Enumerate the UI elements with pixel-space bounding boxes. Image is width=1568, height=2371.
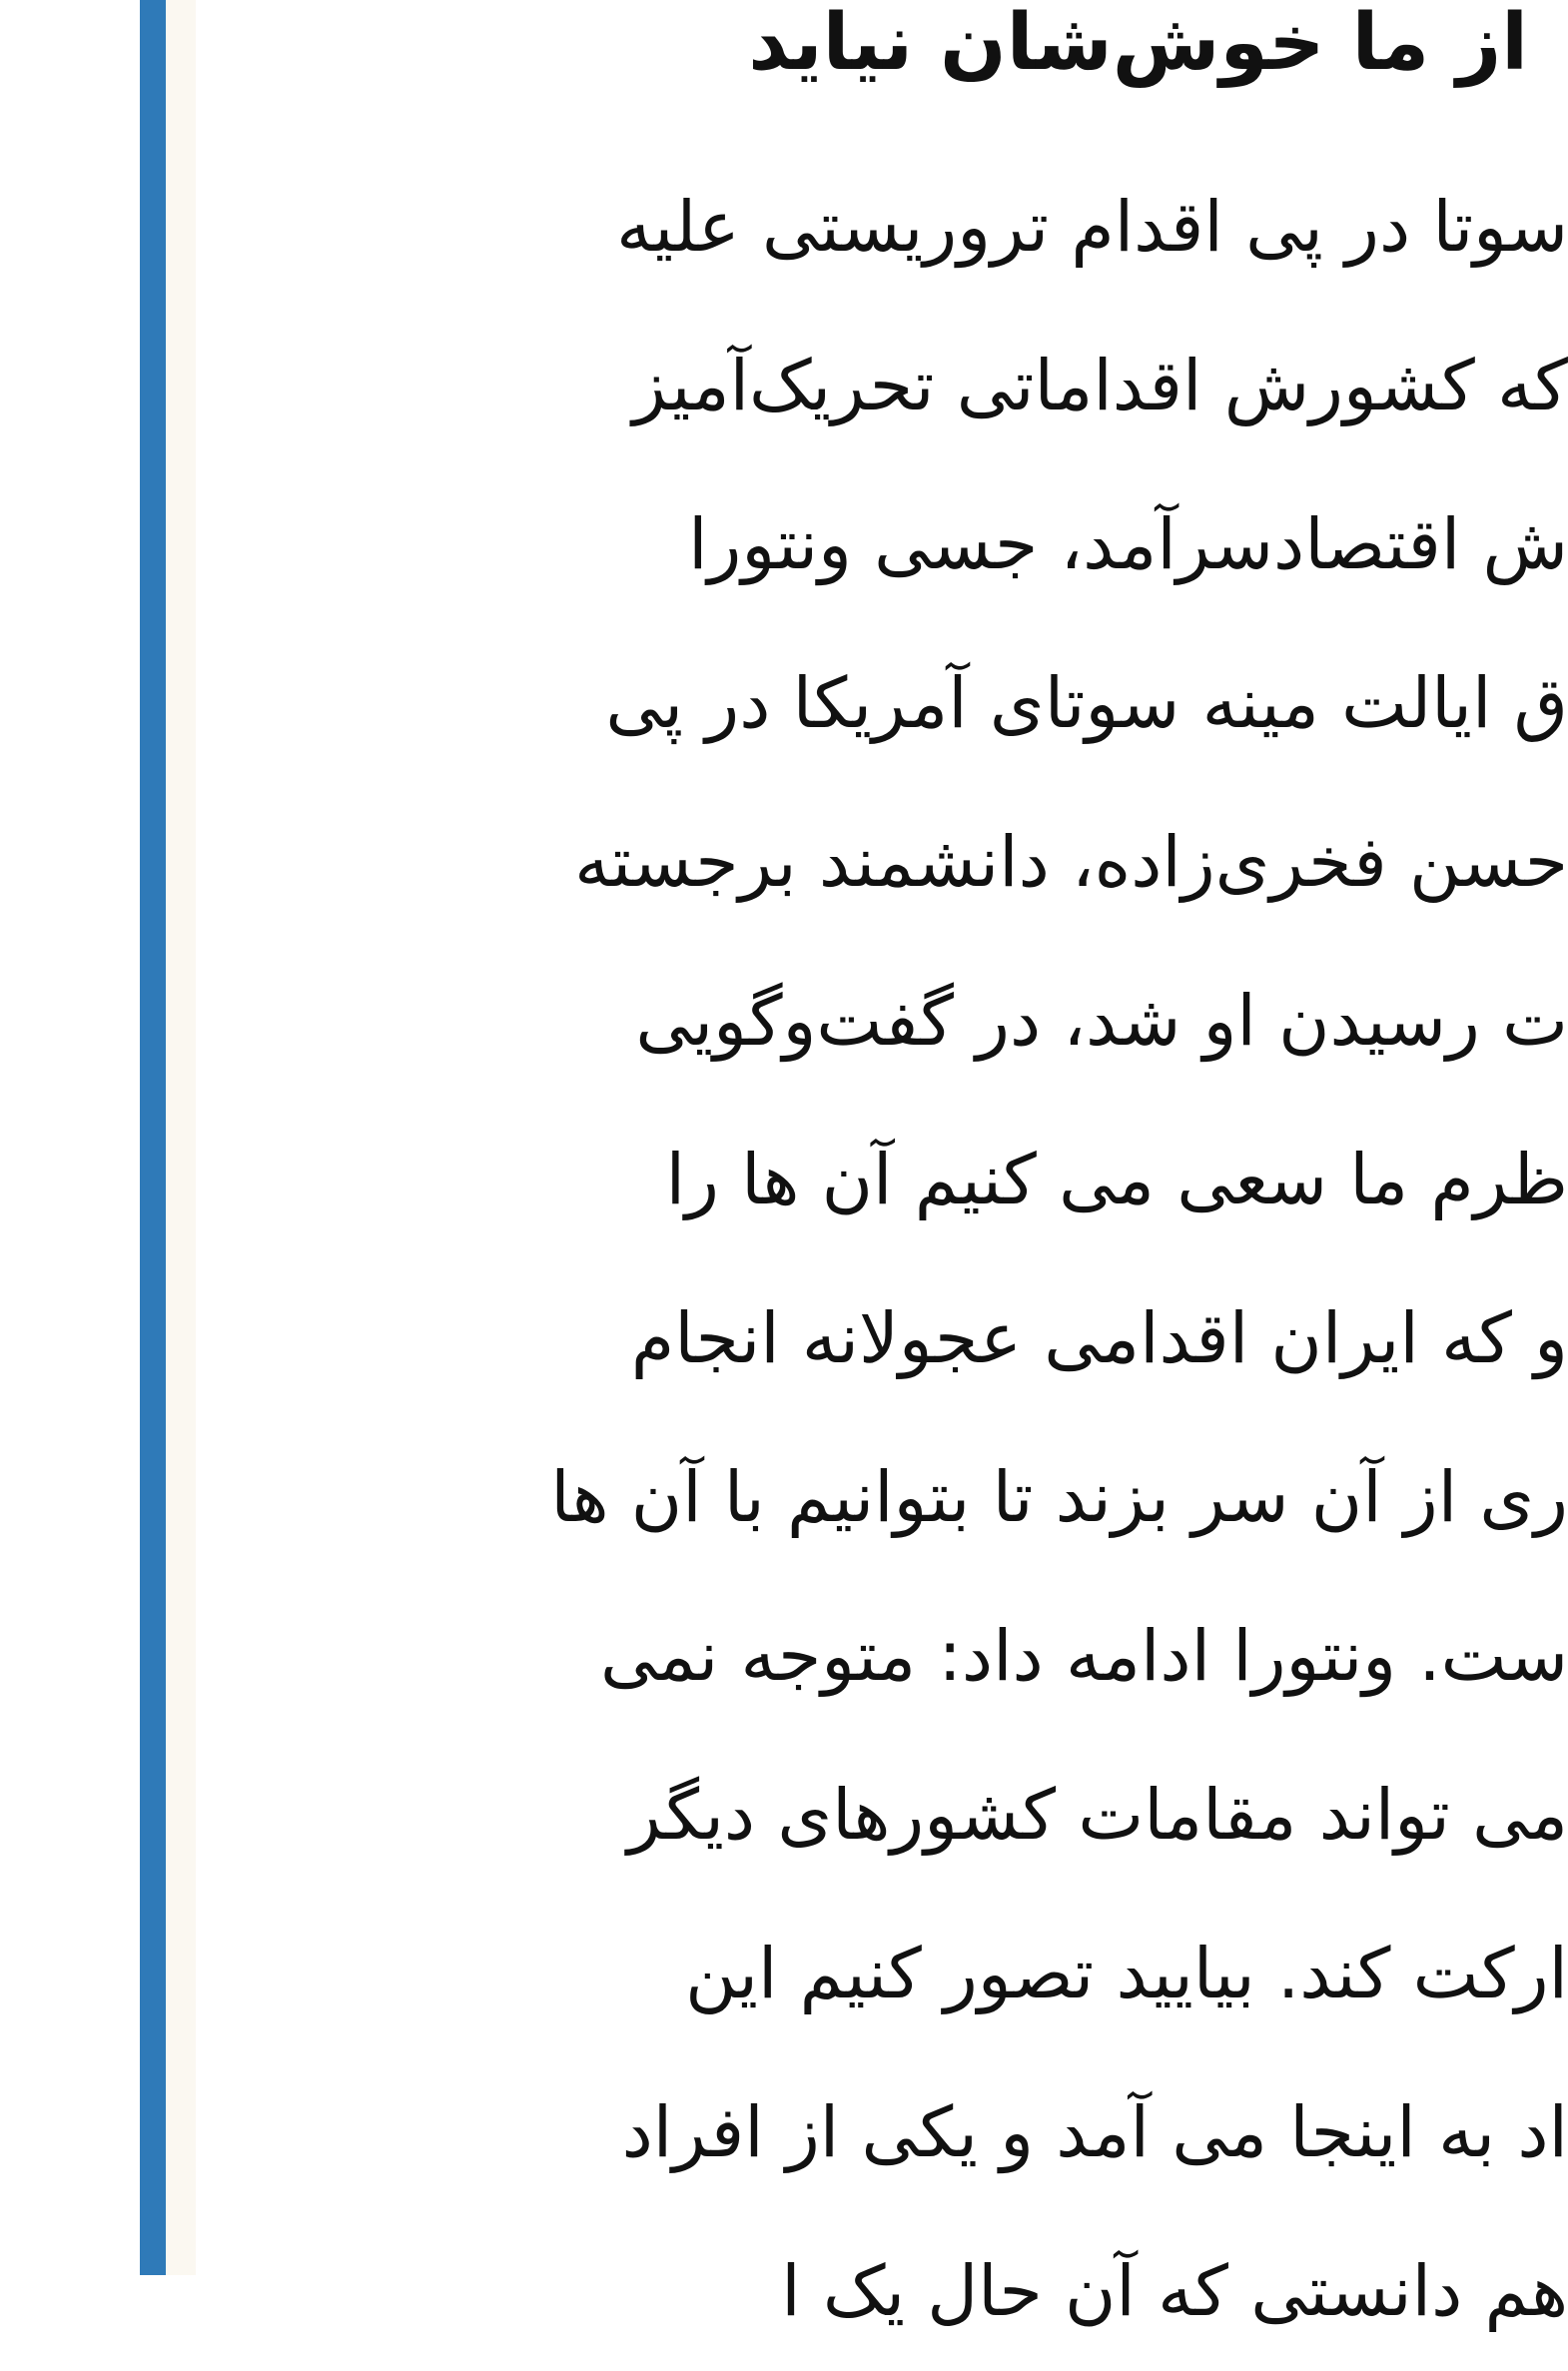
body-line: می تواند مقامات کشورهای دیگر (627, 1774, 1568, 1856)
body-line: ش اقتصادسرآمد، جسی ونتورا (688, 503, 1568, 585)
body-line: سوتا در پی اقدام تروریستی علیه (616, 186, 1568, 268)
body-line: ارکت کند. بیایید تصور کنیم این (685, 1933, 1568, 2014)
body-line: ق ایالت مینه سوتای آمریکا در پی (605, 662, 1568, 744)
body-line: که کشورش اقداماتی تحریک‌آمیز (632, 345, 1568, 426)
body-line: ری از آن سر بزند تا بتوانیم با آن ها (550, 1456, 1568, 1538)
body-line: و که ایران اقدامی عجولانه انجام (630, 1297, 1568, 1379)
body-line: هم دانستی که آن حال یک ا (781, 2250, 1568, 2332)
article-column (196, 0, 1568, 2332)
body-line: ظرم ما سعی می کنیم آن ها را (665, 1139, 1568, 1220)
body-line: ست. ونتورا ادامه داد: متوجه نمی (599, 1615, 1568, 1697)
body-line: حسن فخری‌زاده، دانشمند برجسته (574, 821, 1568, 903)
body-line: اد به اینجا می آمد و یکی از افراد (621, 2091, 1568, 2173)
body-line: ت رسیدن او شد، در گفت‌وگویی (635, 980, 1568, 1062)
article-headline: از ما خوش‌شان نیاید (748, 0, 1528, 88)
article-body (0, 148, 1568, 2371)
